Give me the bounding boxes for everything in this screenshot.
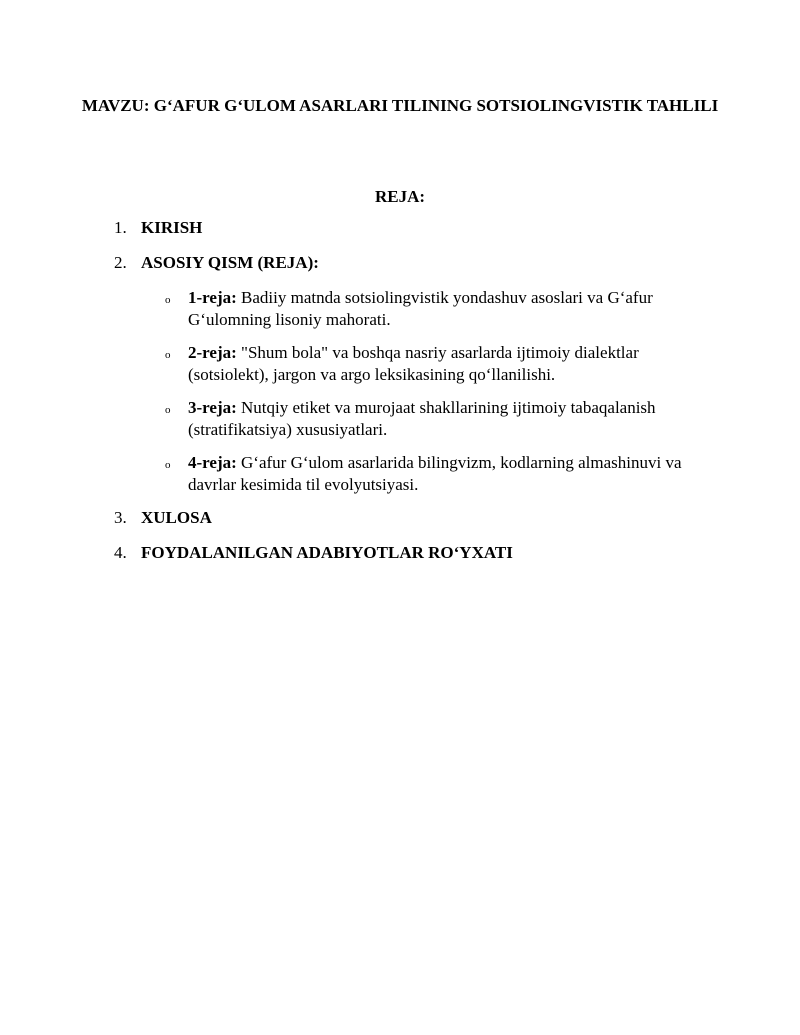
plan-item-number: 4. bbox=[114, 543, 127, 562]
subplan-item-text bbox=[188, 342, 718, 386]
subplan-item-body: Badiiy matnda sotsiolingvistik yondashuv asoslari va G‘afur G‘ulomning lisoniy mahorati. bbox=[188, 288, 653, 329]
subplan-item-label: 1-reja: bbox=[188, 288, 237, 307]
plan-item-label: FOYDALANILGAN ADABIYOTLAR RO‘YXATI bbox=[141, 543, 513, 562]
plan-item-number: 3. bbox=[114, 508, 127, 527]
bullet-circle-icon: o bbox=[165, 294, 171, 306]
plan-item-adabiyotlar bbox=[114, 542, 513, 564]
plan-item-number: 1. bbox=[114, 218, 127, 237]
plan-item-label: ASOSIY QISM (REJA): bbox=[141, 253, 319, 272]
subplan-item-body: "Shum bola" va boshqa nasriy asarlarda ijtimoiy dialektlar (sotsiolekt), jargon va argo leksikasining qo‘llanilishi. bbox=[188, 343, 639, 384]
subplan-item-body: Nutqiy etiket va murojaat shakllarining ijtimoiy tabaqalanish (stratifikatsiya) xususiyatlari. bbox=[188, 398, 656, 439]
bullet-circle-icon: o bbox=[165, 404, 171, 416]
plan-item-xulosa bbox=[114, 507, 212, 529]
plan-item-asosiy-qism bbox=[114, 252, 319, 274]
bullet-circle-icon: o bbox=[165, 349, 171, 361]
plan-heading: REJA: bbox=[374, 187, 426, 206]
plan-item-kirish bbox=[114, 217, 202, 239]
plan-item-label: KIRISH bbox=[141, 218, 203, 237]
document-title: MAVZU: G‘AFUR G‘ULOM ASARLARI TILINING SOTSIOLINGVISTIK TAHLILI bbox=[81, 96, 719, 115]
subplan-item-text bbox=[188, 397, 718, 441]
plan-item-label: XULOSA bbox=[141, 508, 212, 527]
bullet-circle-icon: o bbox=[165, 459, 171, 471]
subplan-item-text bbox=[188, 287, 718, 331]
plan-item-number: 2. bbox=[114, 253, 127, 272]
subplan-item-body: G‘afur G‘ulom asarlarida bilingvizm, kodlarning almashinuvi va davrlar kesimida til evolyutsiyasi. bbox=[188, 453, 682, 494]
subplan-item-label: 2-reja: bbox=[188, 343, 237, 362]
subplan-item-label: 4-reja: bbox=[188, 453, 237, 472]
subplan-item-label: 3-reja: bbox=[188, 398, 237, 417]
subplan-item-text bbox=[188, 452, 718, 496]
